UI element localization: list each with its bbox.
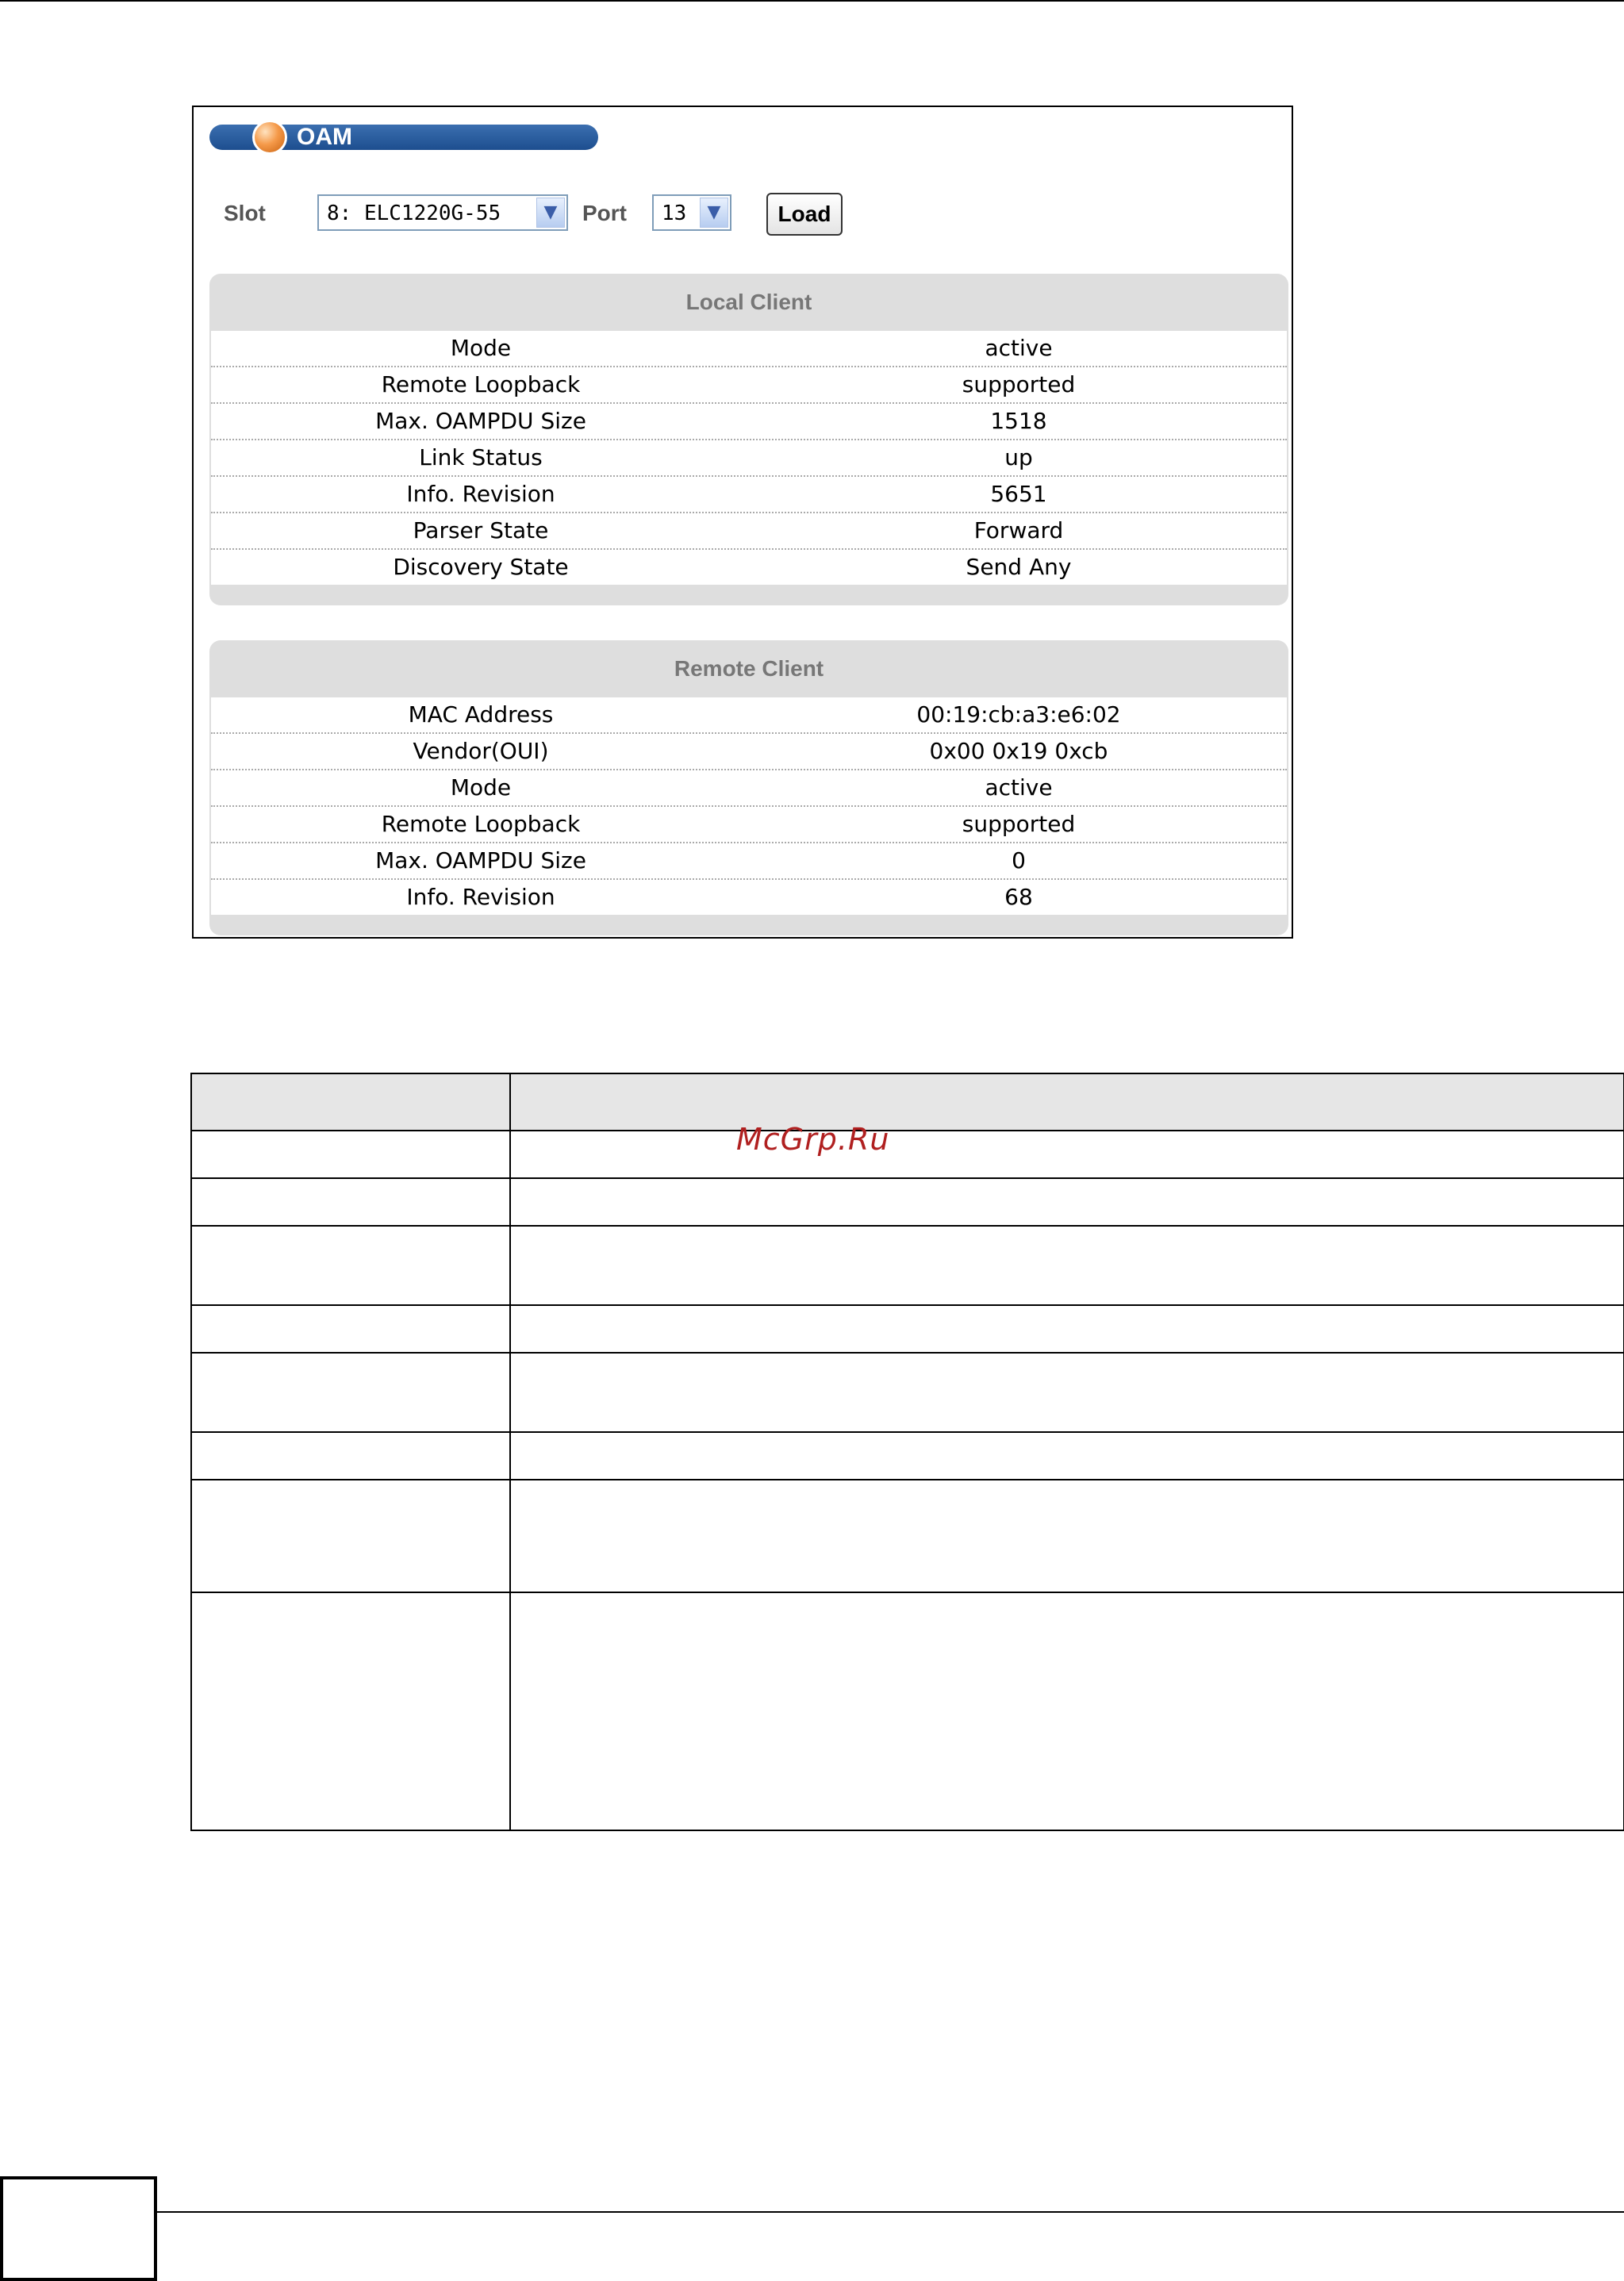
- table-row: [211, 770, 1287, 807]
- field-label: Info. Revision: [211, 880, 751, 915]
- table-cell: [510, 1305, 1624, 1353]
- table-cell: [191, 1480, 510, 1592]
- table-row: [211, 404, 1287, 440]
- field-label: Remote Loopback: [211, 807, 751, 842]
- table-cell: [191, 1131, 510, 1178]
- table-row: [191, 1131, 1624, 1178]
- slot-select[interactable]: [317, 194, 568, 231]
- slot-port-controls: [224, 193, 938, 234]
- table-cell: [191, 1226, 510, 1305]
- field-value: Send Any: [751, 550, 1287, 585]
- orb-icon: [252, 120, 287, 155]
- field-value: Forward: [751, 513, 1287, 548]
- local-client-panel: [209, 274, 1288, 605]
- field-label: Max. OAMPDU Size: [211, 843, 751, 878]
- table-row: [211, 550, 1287, 585]
- field-value: 68: [751, 880, 1287, 915]
- port-select-value: 13: [662, 202, 687, 225]
- table-cell: [510, 1353, 1624, 1432]
- load-button[interactable]: Load: [766, 193, 843, 236]
- table-row: [211, 880, 1287, 915]
- footer-rule: [155, 2211, 1624, 2213]
- field-value: 1518: [751, 404, 1287, 439]
- field-value: 00:19:cb:a3:e6:02: [751, 697, 1287, 732]
- field-value: 5651: [751, 477, 1287, 512]
- page-number-box: [0, 2176, 157, 2281]
- remote-client-rows: [211, 697, 1287, 915]
- oam-title-bar: [209, 125, 598, 150]
- table-cell: [191, 1178, 510, 1226]
- table-row: [191, 1480, 1624, 1592]
- table-row: [191, 1178, 1624, 1226]
- oam-title: OAM: [297, 124, 352, 150]
- field-value: 0: [751, 843, 1287, 878]
- table-header-row: [191, 1073, 1624, 1131]
- table-row: [211, 807, 1287, 843]
- table-row: [191, 1432, 1624, 1480]
- table-cell: [510, 1226, 1624, 1305]
- field-value: active: [751, 770, 1287, 805]
- field-label: Max. OAMPDU Size: [211, 404, 751, 439]
- slot-select-value: 8: ELC1220G-55: [327, 202, 501, 225]
- table-row: [191, 1592, 1624, 1830]
- remote-client-panel: [209, 640, 1288, 935]
- table-row: [211, 843, 1287, 880]
- field-label: Mode: [211, 331, 751, 366]
- table-row: [191, 1353, 1624, 1432]
- chevron-down-icon[interactable]: ▼: [700, 198, 728, 228]
- table-row: [191, 1226, 1624, 1305]
- port-label: Port: [582, 201, 627, 225]
- table-header-cell: [191, 1073, 510, 1131]
- table-row: [211, 440, 1287, 477]
- table-row: [211, 477, 1287, 513]
- field-value: 0x00 0x19 0xcb: [751, 734, 1287, 769]
- field-label: Parser State: [211, 513, 751, 548]
- field-value: up: [751, 440, 1287, 475]
- table-cell: [510, 1178, 1624, 1226]
- table-row: [211, 513, 1287, 550]
- table-row: [211, 697, 1287, 734]
- description-table: [190, 1073, 1624, 1831]
- remote-client-title: Remote Client: [674, 656, 824, 681]
- table-row: [211, 734, 1287, 770]
- local-client-rows: [211, 331, 1287, 585]
- local-client-title: Local Client: [685, 290, 812, 314]
- table-row: [211, 367, 1287, 404]
- chevron-down-icon[interactable]: ▼: [536, 198, 565, 228]
- table-cell: [510, 1480, 1624, 1592]
- watermark: McGrp.Ru: [736, 1122, 890, 1157]
- field-label: Link Status: [211, 440, 751, 475]
- field-value: supported: [751, 807, 1287, 842]
- field-label: MAC Address: [211, 697, 751, 732]
- table-cell: [510, 1131, 1624, 1178]
- table-row: [211, 331, 1287, 367]
- table-cell: [191, 1305, 510, 1353]
- field-label: Discovery State: [211, 550, 751, 585]
- port-select[interactable]: [652, 194, 731, 231]
- table-cell: [191, 1353, 510, 1432]
- field-label: Vendor(OUI): [211, 734, 751, 769]
- slot-label: Slot: [224, 201, 266, 225]
- table-cell: [510, 1432, 1624, 1480]
- table-cell: [191, 1592, 510, 1830]
- table-cell: [510, 1592, 1624, 1830]
- table-header-cell: [510, 1073, 1624, 1131]
- table-row: [191, 1305, 1624, 1353]
- table-cell: [191, 1432, 510, 1480]
- field-value: supported: [751, 367, 1287, 402]
- oam-screenshot: [192, 106, 1293, 939]
- field-label: Info. Revision: [211, 477, 751, 512]
- top-rule: [0, 0, 1624, 2]
- field-label: Mode: [211, 770, 751, 805]
- field-value: active: [751, 331, 1287, 366]
- field-label: Remote Loopback: [211, 367, 751, 402]
